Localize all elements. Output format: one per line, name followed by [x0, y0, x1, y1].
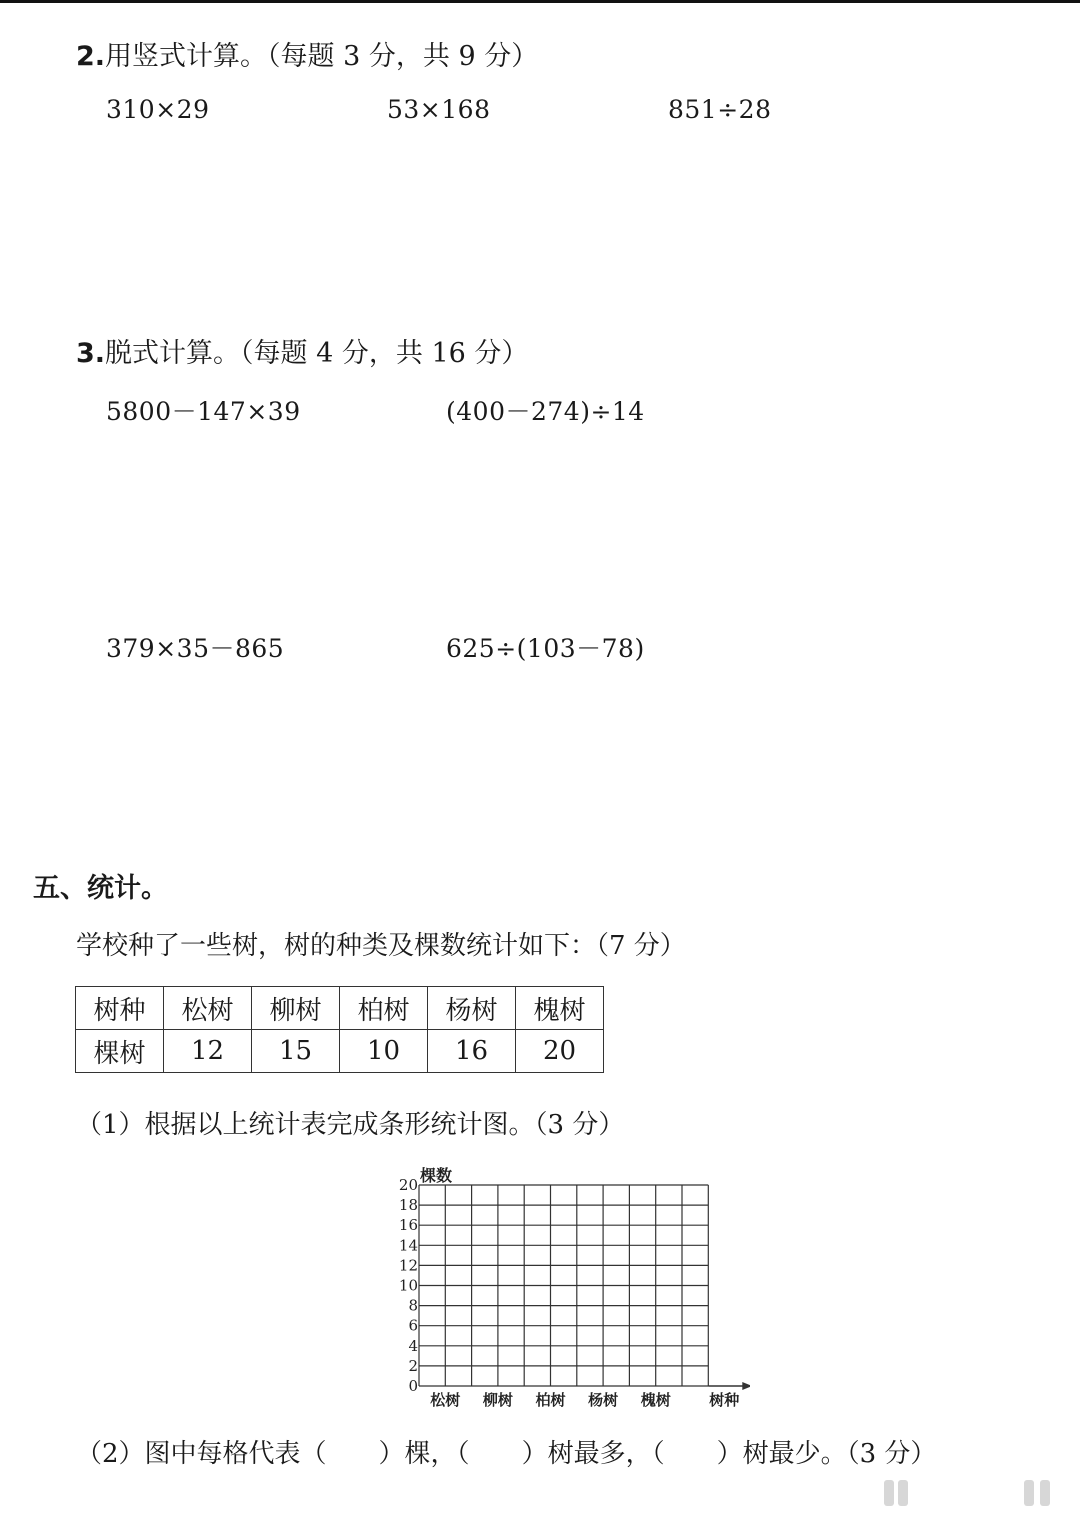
q3-expression-3: 379×35－865 [106, 634, 285, 663]
y-tick-label: 12 [398, 1256, 418, 1275]
question-2-title: 用竖式计算。（每题 3 分，共 9 分） [105, 41, 539, 72]
table-cell: 树种 [76, 987, 164, 1030]
y-tick-label: 16 [398, 1216, 418, 1235]
q3-expression-4: 625÷(103－78) [446, 634, 645, 663]
section-5-title: 五、统计。 [33, 873, 168, 904]
table-cell: 10 [340, 1030, 428, 1073]
table-cell: 柳树 [252, 987, 340, 1030]
q3-expression-1: 5800－147×39 [106, 397, 301, 426]
x-category-label: 柳树 [482, 1391, 513, 1409]
table-cell: 槐树 [516, 987, 604, 1030]
q2-expression-2: 53×168 [387, 95, 491, 124]
x-axis-arrow [742, 1382, 750, 1390]
table-header-row [76, 987, 604, 1030]
table-row [76, 1030, 604, 1073]
table-cell: 棵树 [76, 1030, 164, 1073]
question-3-title: 脱式计算。（每题 4 分，共 16 分） [105, 338, 529, 369]
question-2-heading [76, 34, 538, 73]
question-3-heading [76, 331, 528, 370]
sub-question-2 [76, 1433, 936, 1470]
sub-question-2-part-3: ）树最多，（ [521, 1439, 665, 1469]
y-tick-label: 2 [408, 1356, 418, 1375]
q2-expression-1: 310×29 [106, 95, 210, 124]
y-tick-label: 0 [408, 1377, 418, 1395]
x-axis-label: 树种 [709, 1391, 740, 1409]
y-tick-label: 6 [408, 1316, 418, 1335]
y-tick-label: 8 [408, 1296, 418, 1315]
sub-question-2-part-2: ）棵，（ [378, 1439, 470, 1469]
table-cell: 杨树 [428, 987, 516, 1030]
q2-expression-3: 851÷28 [668, 95, 772, 124]
tree-count-table [75, 986, 604, 1073]
q3-expression-2: (400－274)÷14 [446, 397, 645, 426]
y-tick-label: 14 [398, 1236, 418, 1255]
top-border-line [0, 0, 1080, 3]
x-category-label: 杨树 [588, 1391, 619, 1409]
y-tick-label: 20 [398, 1176, 418, 1194]
bar-chart-grid [395, 1160, 750, 1410]
x-category-label: 柏树 [535, 1391, 566, 1409]
y-tick-label: 10 [398, 1276, 418, 1295]
table-cell: 松树 [164, 987, 252, 1030]
section-5-intro: 学校种了一些树，树的种类及棵数统计如下：（7 分） [76, 931, 686, 961]
y-tick-label: 4 [408, 1336, 418, 1355]
table-cell: 16 [428, 1030, 516, 1073]
sub-question-2-part-4: ）树最少。（3 分） [716, 1439, 937, 1469]
table-cell: 12 [164, 1030, 252, 1073]
table-cell: 20 [516, 1030, 604, 1073]
sub-question-2-part-1: （2）图中每格代表（ [76, 1439, 327, 1469]
question-3-number: 3. [76, 338, 106, 369]
table-cell: 柏树 [340, 987, 428, 1030]
y-tick-label: 18 [398, 1196, 418, 1215]
y-axis-label: 棵数 [420, 1166, 453, 1185]
x-category-label: 槐树 [640, 1391, 671, 1409]
x-category-label: 松树 [430, 1391, 461, 1409]
question-2-number: 2. [76, 41, 106, 72]
watermark-marks [884, 1480, 1059, 1508]
sub-question-1: （1）根据以上统计表完成条形统计图。（3 分） [76, 1110, 625, 1140]
table-cell: 15 [252, 1030, 340, 1073]
